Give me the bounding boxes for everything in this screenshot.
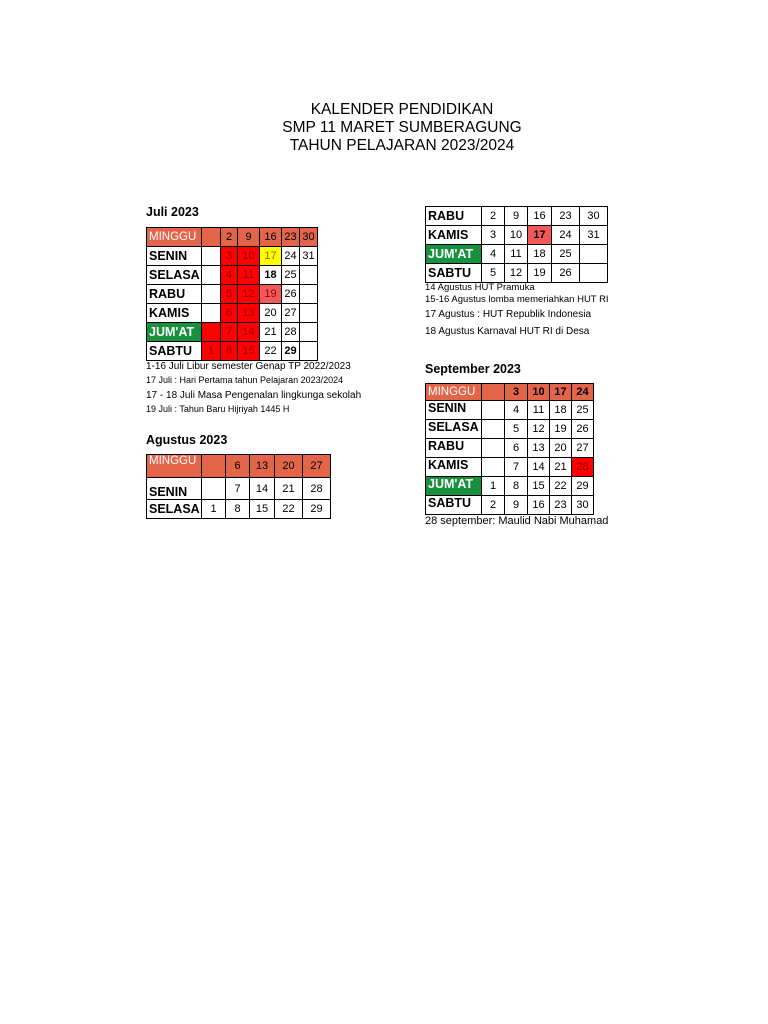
juli-calendar — [146, 227, 318, 361]
note-item: 18 Agustus Karnaval HUT RI di Desa — [425, 326, 590, 337]
date-cell: 21 — [275, 478, 303, 500]
date-cell: 8 — [226, 500, 250, 519]
note-item: 17 - 18 Juli Masa Pengenalan lingkunga sekolah — [146, 390, 362, 401]
day-label: RABU — [147, 285, 202, 304]
date-cell: 2 — [482, 207, 505, 226]
date-cell: 18 — [550, 401, 572, 420]
date-cell: 29 — [303, 500, 331, 519]
date-cell: 19 — [528, 264, 552, 283]
date-cell — [300, 342, 318, 361]
date-cell: 25 — [282, 266, 300, 285]
date-cell: 31 — [300, 247, 318, 266]
date-cell: 3 — [482, 226, 505, 245]
date-cell: 8 — [505, 477, 528, 496]
date-cell: 22 — [550, 477, 572, 496]
agustus-notes — [425, 282, 609, 340]
day-label: MINGGU — [147, 228, 202, 247]
date-cell: 18 — [260, 266, 282, 285]
note-item: 14 Agustus HUT Pramuka — [425, 282, 535, 293]
date-cell: 6 — [505, 439, 528, 458]
date-cell — [580, 245, 608, 264]
date-cell — [202, 247, 221, 266]
date-cell: 23 — [550, 496, 572, 515]
date-cell: 14 — [528, 458, 550, 477]
date-cell — [202, 455, 226, 478]
date-cell: 24 — [572, 384, 594, 401]
september-notes — [425, 514, 608, 528]
date-cell: 17 — [550, 384, 572, 401]
date-cell: 5 — [482, 264, 505, 283]
day-label: SENIN — [426, 401, 482, 420]
date-cell: 17 — [528, 226, 552, 245]
date-cell: 4 — [482, 245, 505, 264]
date-cell: 15 — [528, 477, 550, 496]
date-cell: 16 — [528, 207, 552, 226]
date-cell: 6 — [221, 304, 238, 323]
date-cell: 25 — [552, 245, 580, 264]
date-cell — [482, 420, 505, 439]
date-cell: 9 — [505, 496, 528, 515]
day-label: SABTU — [426, 496, 482, 515]
day-label: KAMIS — [426, 458, 482, 477]
date-cell: 5 — [505, 420, 528, 439]
date-cell: 26 — [552, 264, 580, 283]
date-cell: 9 — [505, 207, 528, 226]
date-cell: 28 — [572, 458, 594, 477]
day-label: SELASA — [147, 500, 202, 519]
date-cell: 28 — [282, 323, 300, 342]
date-cell: 13 — [250, 455, 275, 478]
table-row — [426, 401, 594, 420]
date-cell: 15 — [250, 500, 275, 519]
date-cell: 11 — [528, 401, 550, 420]
date-cell: 10 — [528, 384, 550, 401]
note-item: 28 september: Maulid Nabi Muhamad — [425, 515, 609, 527]
date-cell — [202, 228, 221, 247]
date-cell: 5 — [221, 285, 238, 304]
date-cell: 24 — [282, 247, 300, 266]
note-item: 17 Juli : Hari Pertama tahun Pelajaran 2023/2024 — [146, 375, 344, 385]
day-label: SELASA — [426, 420, 482, 439]
date-cell: 30 — [580, 207, 608, 226]
day-label: SABTU — [147, 342, 202, 361]
date-cell: 14 — [250, 478, 275, 500]
table-row — [426, 226, 608, 245]
day-label: MINGGU — [426, 384, 482, 401]
date-cell: 31 — [580, 226, 608, 245]
date-cell — [580, 264, 608, 283]
date-cell — [202, 266, 221, 285]
juli-notes — [146, 360, 361, 415]
date-cell: 21 — [260, 323, 282, 342]
date-cell: 23 — [282, 228, 300, 247]
date-cell: 11 — [505, 245, 528, 264]
date-cell: 30 — [300, 228, 318, 247]
day-label: SENIN — [147, 247, 202, 266]
september-calendar — [425, 383, 594, 515]
date-cell: 25 — [572, 401, 594, 420]
table-row — [147, 478, 331, 500]
date-cell: 27 — [303, 455, 331, 478]
title-line-1: KALENDER PENDIDIKAN — [310, 101, 494, 118]
day-label: MINGGU — [147, 455, 202, 478]
agustus-calendar-continued — [425, 206, 608, 283]
date-cell — [202, 285, 221, 304]
date-cell: 27 — [282, 304, 300, 323]
day-label: KAMIS — [147, 304, 202, 323]
date-cell: 15 — [238, 342, 260, 361]
date-cell: 4 — [505, 401, 528, 420]
day-label: KAMIS — [426, 226, 482, 245]
table-row — [426, 207, 608, 226]
date-cell: 9 — [238, 228, 260, 247]
date-cell: 14 — [238, 323, 260, 342]
date-cell: 4 — [221, 266, 238, 285]
date-cell — [300, 266, 318, 285]
table-row — [426, 420, 594, 439]
table-row — [147, 247, 318, 266]
table-row — [426, 439, 594, 458]
title-line-3: TAHUN PELAJARAN 2023/2024 — [289, 137, 515, 154]
date-cell: 16 — [260, 228, 282, 247]
date-cell: 1 — [202, 342, 221, 361]
title-line-2: SMP 11 MARET SUMBERAGUNG — [282, 119, 522, 136]
day-label: SABTU — [426, 264, 482, 283]
date-cell: 19 — [550, 420, 572, 439]
agustus-title: Agustus 2023 — [146, 433, 228, 447]
table-row — [426, 245, 608, 264]
note-item: 1-16 Juli Libur semester Genap TP 2022/2023 — [146, 361, 351, 372]
juli-title: Juli 2023 — [146, 205, 199, 219]
date-cell — [300, 285, 318, 304]
date-cell: 10 — [238, 247, 260, 266]
date-cell: 16 — [528, 496, 550, 515]
date-cell — [482, 439, 505, 458]
date-cell: 6 — [226, 455, 250, 478]
date-cell: 26 — [572, 420, 594, 439]
date-cell: 13 — [238, 304, 260, 323]
table-row — [426, 384, 594, 401]
date-cell: 24 — [552, 226, 580, 245]
date-cell: 2 — [221, 228, 238, 247]
date-cell: 7 — [221, 323, 238, 342]
table-row — [147, 304, 318, 323]
date-cell — [482, 401, 505, 420]
date-cell: 1 — [482, 477, 505, 496]
table-row — [426, 458, 594, 477]
day-label: SENIN — [147, 478, 202, 500]
date-cell — [482, 458, 505, 477]
date-cell: 19 — [260, 285, 282, 304]
table-row — [147, 228, 318, 247]
date-cell: 27 — [572, 439, 594, 458]
table-row — [147, 323, 318, 342]
date-cell: 8 — [221, 342, 238, 361]
day-label: RABU — [426, 439, 482, 458]
table-row — [147, 266, 318, 285]
date-cell — [482, 384, 505, 401]
page-title — [0, 101, 768, 155]
table-row — [426, 477, 594, 496]
date-cell: 29 — [572, 477, 594, 496]
date-cell: 20 — [550, 439, 572, 458]
note-item: 15-16 Agustus lomba memeriahkan HUT RI — [425, 294, 609, 305]
date-cell — [300, 304, 318, 323]
date-cell: 13 — [528, 439, 550, 458]
date-cell: 20 — [260, 304, 282, 323]
date-cell: 11 — [238, 266, 260, 285]
date-cell: 3 — [505, 384, 528, 401]
date-cell: 29 — [282, 342, 300, 361]
date-cell — [300, 323, 318, 342]
agustus-calendar — [146, 454, 331, 519]
table-row — [147, 500, 331, 519]
date-cell — [202, 323, 221, 342]
date-cell: 21 — [550, 458, 572, 477]
note-item: 19 Juli : Tahun Baru Hijriyah 1445 H — [146, 404, 290, 414]
date-cell: 26 — [282, 285, 300, 304]
table-row — [147, 342, 318, 361]
date-cell: 30 — [572, 496, 594, 515]
date-cell: 17 — [260, 247, 282, 266]
september-title: September 2023 — [425, 362, 521, 376]
day-label: RABU — [426, 207, 482, 226]
date-cell: 7 — [505, 458, 528, 477]
date-cell: 18 — [528, 245, 552, 264]
date-cell: 10 — [505, 226, 528, 245]
day-label: JUM'AT — [426, 245, 482, 264]
day-label: JUM'AT — [426, 477, 482, 496]
date-cell: 23 — [552, 207, 580, 226]
table-row — [147, 455, 331, 478]
day-label: JUM'AT — [147, 323, 202, 342]
date-cell: 28 — [303, 478, 331, 500]
date-cell: 1 — [202, 500, 226, 519]
table-row — [426, 496, 594, 515]
date-cell: 12 — [528, 420, 550, 439]
date-cell: 12 — [238, 285, 260, 304]
table-row — [426, 264, 608, 283]
note-item: 17 Agustus : HUT Republik Indonesia — [425, 309, 592, 320]
date-cell: 22 — [275, 500, 303, 519]
table-row — [147, 285, 318, 304]
date-cell: 3 — [221, 247, 238, 266]
day-label: SELASA — [147, 266, 202, 285]
date-cell: 20 — [275, 455, 303, 478]
date-cell: 22 — [260, 342, 282, 361]
date-cell — [202, 478, 226, 500]
date-cell: 2 — [482, 496, 505, 515]
date-cell: 12 — [505, 264, 528, 283]
date-cell: 7 — [226, 478, 250, 500]
date-cell — [202, 304, 221, 323]
